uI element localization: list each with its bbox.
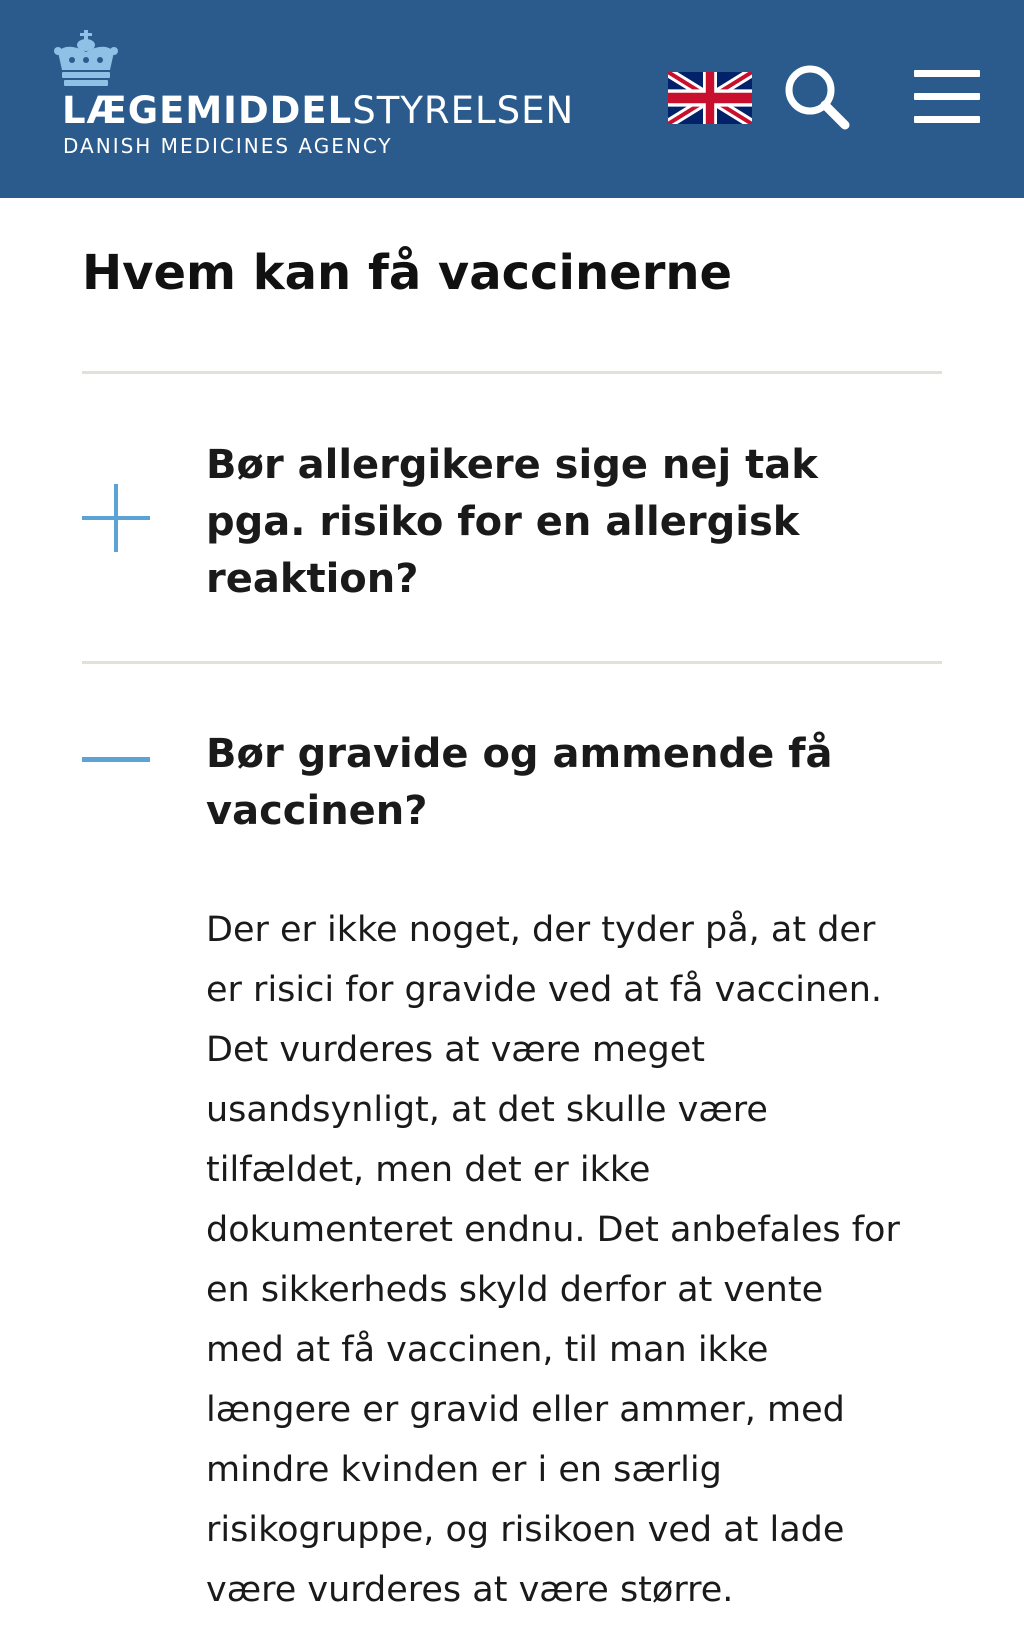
hamburger-menu-button[interactable] bbox=[912, 68, 982, 126]
site-header bbox=[0, 0, 1024, 198]
search-button[interactable] bbox=[782, 62, 852, 132]
page-title: Hvem kan få vaccinerne bbox=[82, 245, 733, 301]
accordion-item-pregnancy bbox=[82, 664, 942, 1649]
plus-icon bbox=[82, 484, 150, 552]
accordion-toggle[interactable] bbox=[82, 484, 150, 552]
uk-flag-icon bbox=[668, 72, 752, 124]
site-logo[interactable] bbox=[54, 30, 575, 170]
menu-bar bbox=[914, 93, 980, 100]
menu-bar bbox=[914, 116, 980, 123]
language-switch-button[interactable] bbox=[668, 72, 752, 124]
accordion-item-allergy bbox=[82, 374, 942, 662]
accordion-question[interactable]: Bør allergikere sige nej tak pga. risiko for en allergisk reaktion? bbox=[206, 442, 818, 602]
accordion-answer: Der er ikke noget, der tyder på, at der er risici for gravide ved at få vaccinen. Det vurderes at være meget usandsynligt, at det skulle være tilfældet, men det er ikke dokumenteret endnu. Det anbefales for en sikkerheds skyld derfor at vente med at få vaccinen, til man ikke længere er gravid eller ammer, med mindre kvinden er i en særlig risikogruppe, og risikoen ved at lade være vurderes at være større. bbox=[206, 910, 900, 1610]
crown-icon bbox=[54, 30, 118, 88]
minus-icon bbox=[82, 724, 150, 792]
accordion-toggle[interactable] bbox=[82, 724, 150, 792]
menu-bar bbox=[914, 70, 980, 77]
brand-name: LÆGEMIDDELSTYRELSEN bbox=[62, 89, 575, 132]
brand-tagline: DANISH MEDICINES AGENCY bbox=[63, 134, 393, 158]
accordion-question[interactable]: Bør gravide og ammende få vaccinen? bbox=[206, 731, 833, 834]
search-icon bbox=[782, 62, 852, 132]
